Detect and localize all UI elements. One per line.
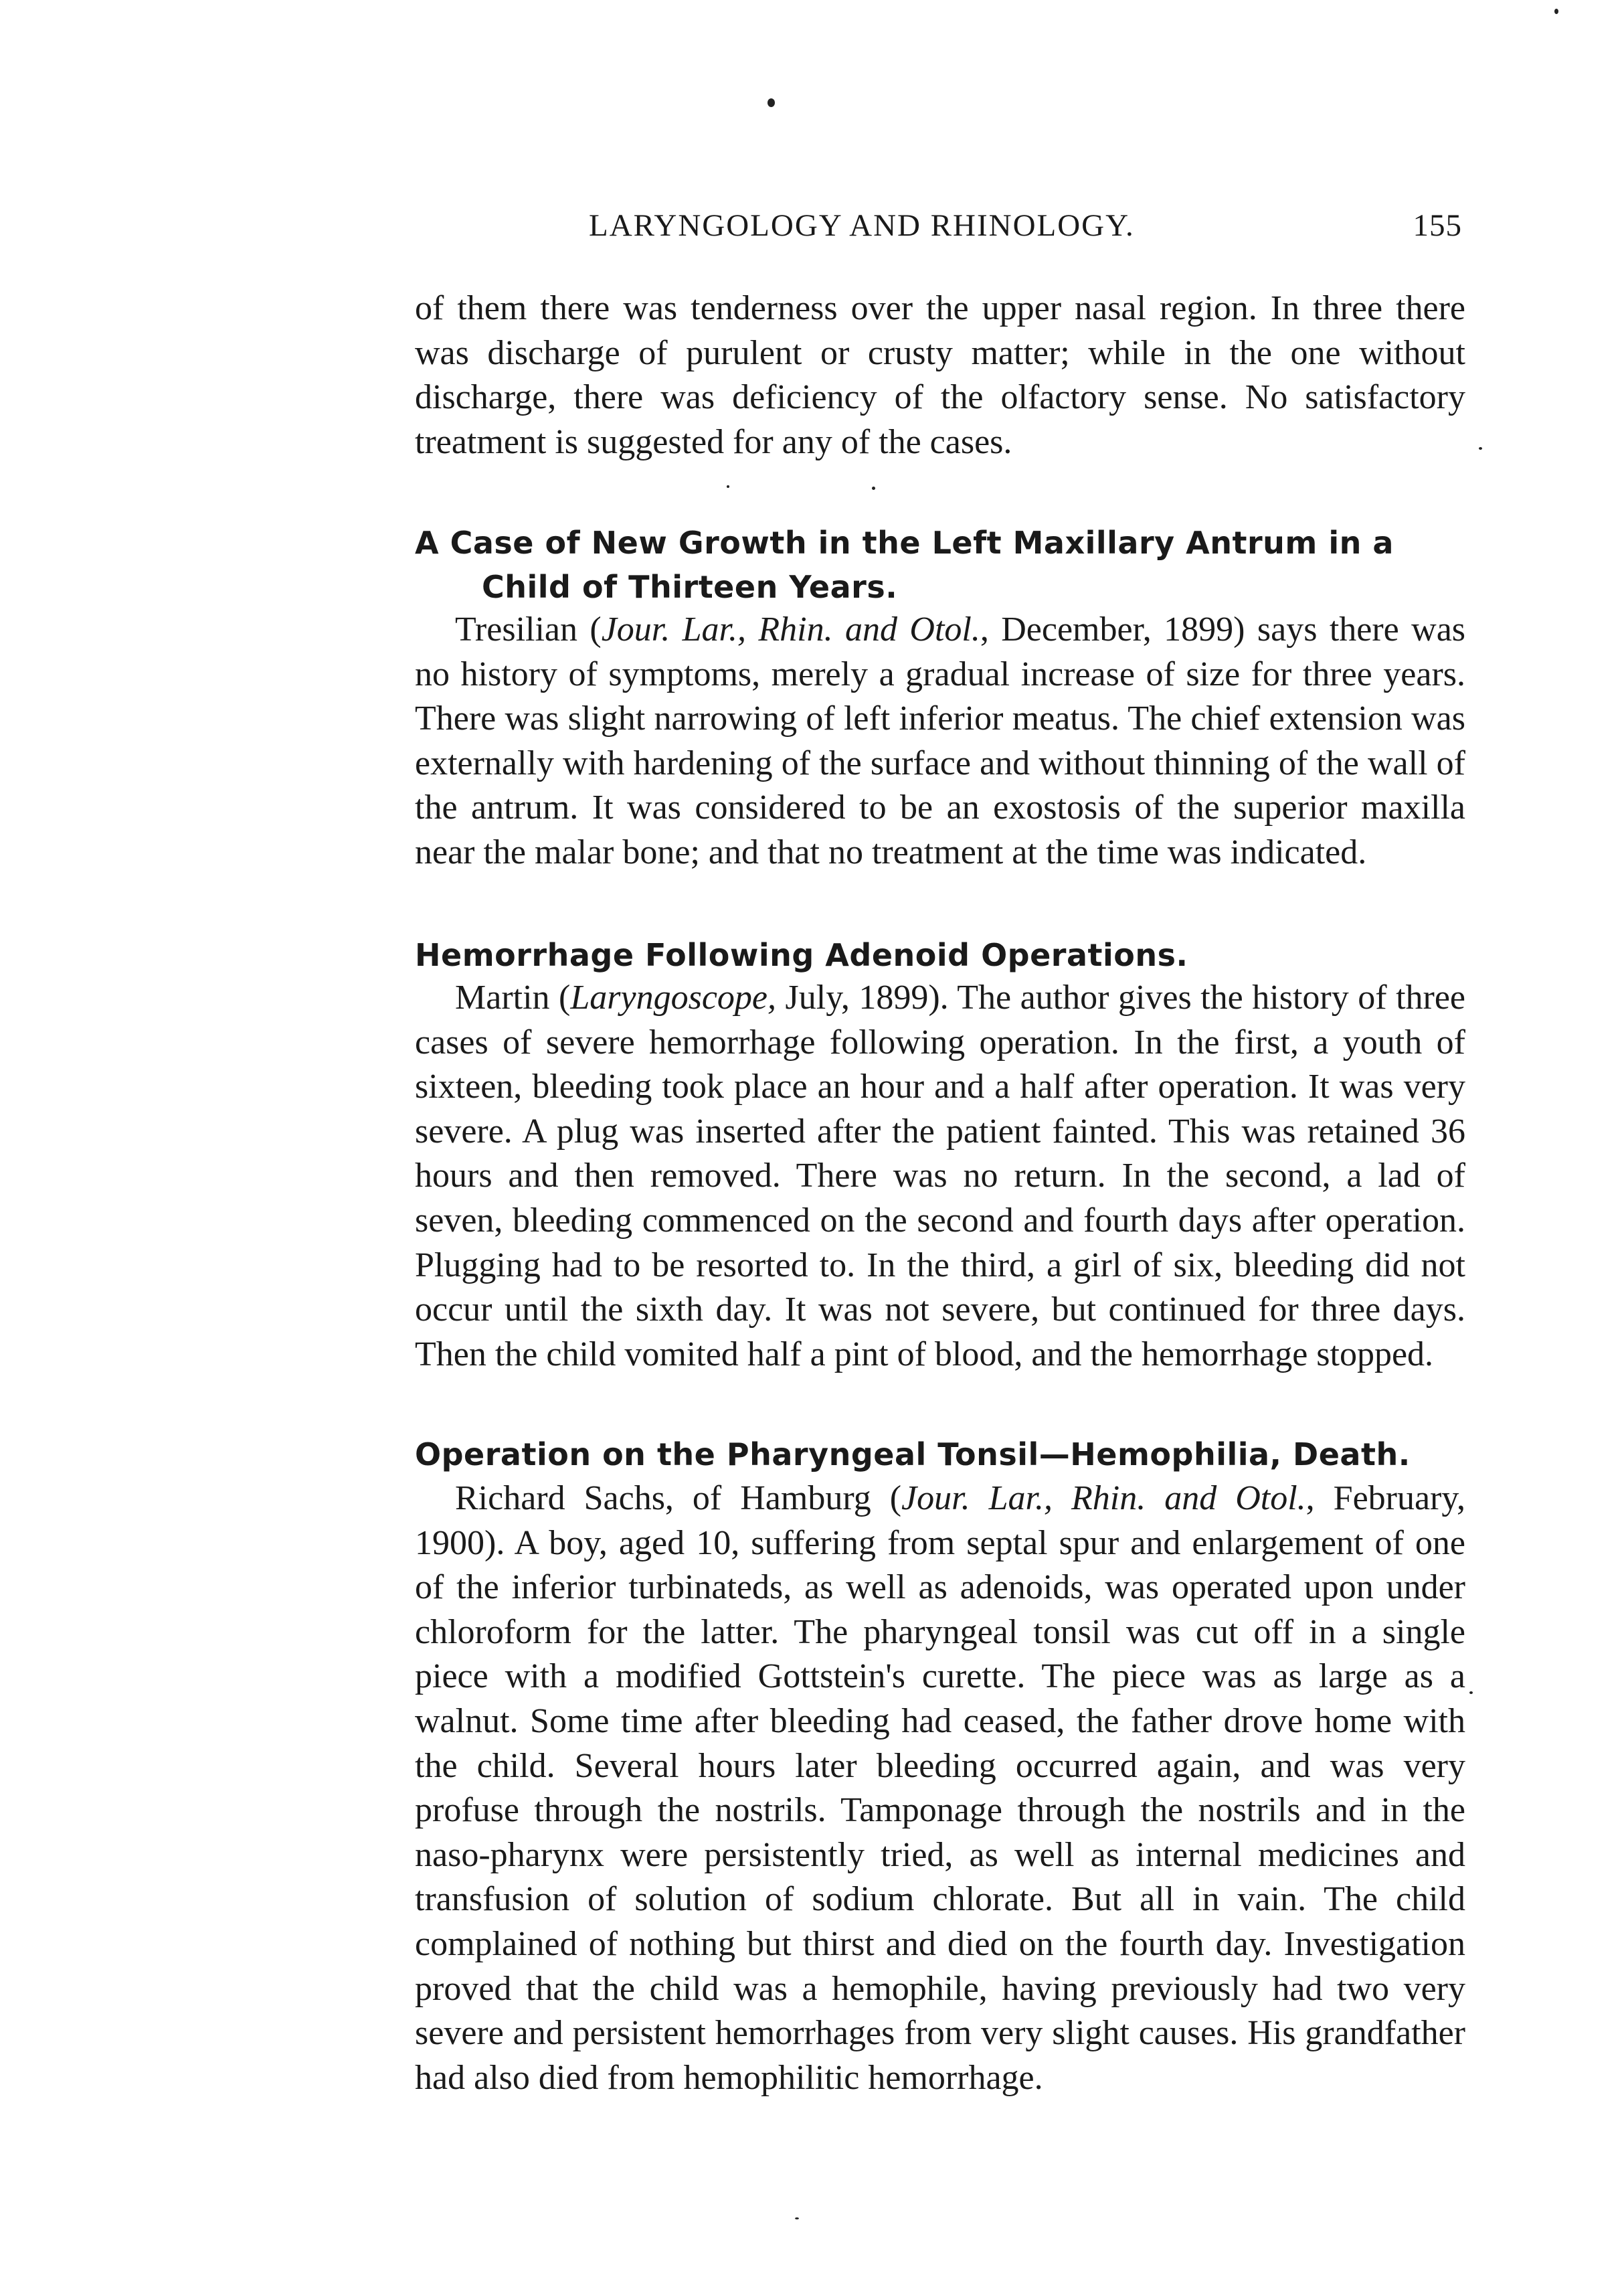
scan-speck (768, 98, 775, 107)
section-paragraph (415, 608, 1465, 875)
running-head-title: LARYNGOLOGY AND RHINOLOGY. (589, 208, 1135, 243)
author-name: Tresilian ( (455, 610, 602, 649)
section-body-pharyngeal-tonsil (415, 1476, 1465, 2100)
scan-speck (872, 487, 875, 490)
paragraph-text: July, 1899). The author gives the history of three cases of severe hemorrhage following operation. In the first, a youth of sixteen, bleeding took place an hour and a half after operation. It was very severe. A plug was inserted after the patient fainted. This was retained 36 hours and then removed. There was no return. In the second, a lad of seven, bleeding commenced on the second and fourth days after operation. Plugging had to be resorted to. In the third, a girl of six, bleeding did not occur until the sixth day. It was not severe, but continued for three days. Then the child vomited half a pint of blood, and the hemorrhage stopped. (415, 979, 1465, 1373)
section-heading-text: Hemorrhage Following Adenoid Operations. (415, 937, 1188, 973)
page-number: 155 (1413, 208, 1462, 243)
journal-citation: Jour. Lar., Rhin. and Otol. (601, 610, 980, 649)
section-body-maxillary-antrum (415, 608, 1465, 875)
section-heading-adenoid-hemorrhage (415, 933, 1472, 977)
section-heading-maxillary-antrum (415, 521, 1472, 609)
section-heading-line2: Child of Thirteen Years. (482, 569, 898, 605)
scan-speck (1469, 1691, 1473, 1694)
section-paragraph (415, 976, 1465, 1377)
section-heading-pharyngeal-tonsil (415, 1432, 1472, 1476)
section-body-adenoid-hemorrhage (415, 976, 1465, 1377)
journal-citation: Jour. Lar., Rhin. and Otol. (901, 1479, 1306, 1517)
author-name: Richard Sachs, of Hamburg ( (455, 1479, 902, 1517)
scan-speck (1479, 447, 1482, 450)
scan-speck (1554, 9, 1558, 14)
journal-citation: Laryngoscope, (570, 979, 776, 1017)
section-heading-line1: A Case of New Growth in the Left Maxillary Antrum in a (415, 525, 1394, 561)
author-name: Martin ( (455, 979, 571, 1017)
section-heading-text: Operation on the Pharyngeal Tonsil—Hemophilia, Death. (415, 1436, 1411, 1472)
paragraph-text: , February, 1900). A boy, aged 10, suffering from septal spur and enlargement of one of the inferior turbinateds, as well as adenoids, was operated upon under chloroform for the latter. The pharyngeal tonsil was cut off in a single piece with a modified Gottstein's curette. The piece was as large as a walnut. Some time after bleeding had ceased, the father drove home with the child. Several hours later bleeding occurred again, and was very profuse through the nostrils. Tamponage through the nostrils and in the naso-pharynx were persistently tried, as well as internal medicines and transfusion of solution of sodium chlorate. But all in vain. The child complained of nothing but thirst and died on the fourth day. Investigation proved that the child was a hemophile, having previously had two very severe and persistent hemorrhages from very slight causes. His grandfather had also died from hemophilitic hemorrhage. (415, 1479, 1465, 2097)
intro-paragraph: of them there was tenderness over the upper nasal region. In three there was discharge of purulent or crusty matter; while in the one without discharge, there was deficiency of the olfactory sense. No satisfactory treatment is suggested for any of the cases. (415, 289, 1465, 461)
scan-speck (795, 2217, 799, 2219)
section-paragraph (415, 1476, 1465, 2100)
scan-speck (727, 485, 729, 488)
intro-paragraph-block (415, 286, 1465, 464)
paragraph-text: , December, 1899) says there was no history of symptoms, merely a gradual increase of size for three years. There was slight narrowing of left inferior meatus. The chief extension was externally with hardening of the surface and without thinning of the wall of the antrum. It was considered to be an exostosis of the superior maxilla near the malar bone; and that no treatment at the time was indicated. (415, 610, 1466, 871)
